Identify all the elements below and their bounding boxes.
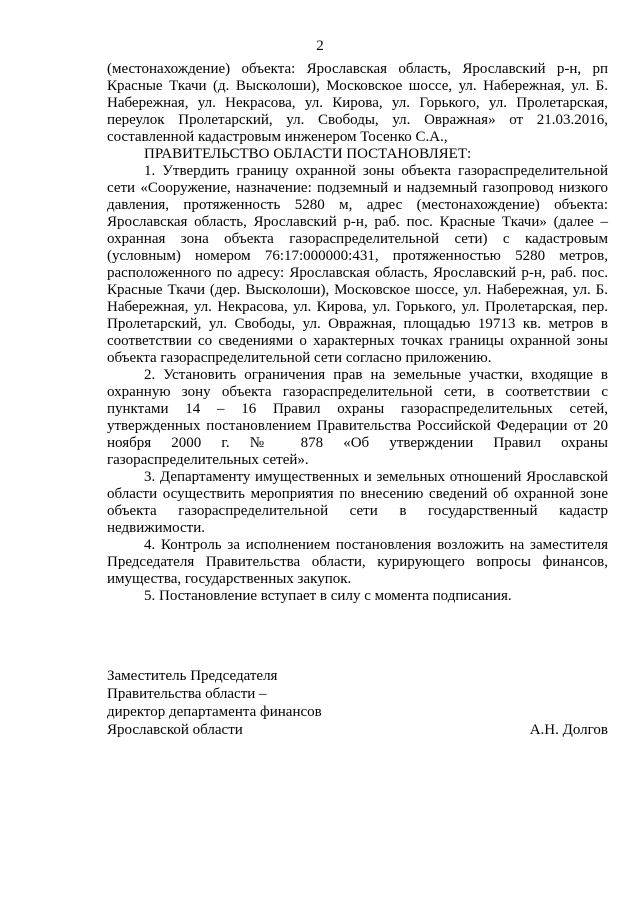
signatory-name: А.Н. Долгов	[529, 722, 608, 738]
item-1-boundary-approval: 1. Утвердить границу охранной зоны объекта газораспределительной сети «Сооружение, назначение: подземный и надземный газопровод низкого давления, протяженность 5280 м, адрес (местонахождение) объекта: Ярославская область, Ярославский р-н, раб. пос. Красные Ткачи» (далее – охранная зона объекта газораспределительной сети) с кадастровым (условным) номером 76:17:000000:431, протяженностью 5280 метров, расположенного по адресу: Ярославская область, Ярославский р-н, раб. пос. Красные Ткачи (дер. Высколоши), Московское шоссе, ул. Набережная, ул. Б. Набережная, ул. Некрасова, ул. Кирова, ул. Горького, ул. Пролетарская, пер. Пролетарский, ул. Свободы, ул. Овражная, площадью 19713 кв. метров в соответствии со сведениями о характерных точках границы охранной зоны объекта газораспределительной сети согласно приложению.	[107, 163, 608, 366]
page-number: 2	[316, 38, 324, 54]
signatory-title-line-2: Правительства области –	[107, 686, 267, 702]
item-4-execution-control: 4. Контроль за исполнением постановления возложить на заместителя Председателя Правительства области, курирующего вопросы финансов, имущества, государственных закупок.	[107, 537, 608, 587]
signatory-title-line-4: Ярославской области	[107, 722, 243, 738]
signature-block	[107, 667, 608, 739]
signatory-title-line-1: Заместитель Председателя	[107, 668, 278, 684]
item-2-land-restrictions: 2. Установить ограничения прав на земельные участки, входящие в охранную зону объекта газораспределительной сети, в соответствии с пунктами 14 – 16 Правил охраны газораспределительных сетей, утвержденных постановлением Правительства Российской Федерации от 20 ноября 2000 г. № 878 «Об утверждении Правил охраны газораспределительных сетей».	[107, 367, 608, 468]
intro-paragraph: (местонахождение) объекта: Ярославская область, Ярославский р-н, рп Красные Ткачи (д. Высколоши), Московское шоссе, ул. Набережная, ул. Б. Набережная, ул. Некрасова, ул. Кирова, ул. Горького, ул. Пролетарская, переулок Пролетарский, ул. Свободы, ул. Овражная» от 21.03.2016, составленной кадастровым инженером Тосенко С.А.,	[107, 61, 608, 145]
signatory-title-line-3: директор департамента финансов	[107, 704, 322, 720]
item-3-cadastre-registration: 3. Департаменту имущественных и земельных отношений Ярославской области осуществить мероприятия по внесению сведений об охранной зоне объекта газораспределительной сети в государственный кадастр недвижимости.	[107, 469, 608, 536]
resolution-heading: ПРАВИТЕЛЬСТВО ОБЛАСТИ ПОСТАНОВЛЯЕТ:	[144, 146, 472, 162]
document-body	[107, 61, 608, 605]
item-5-entry-into-force: 5. Постановление вступает в силу с момента подписания.	[144, 588, 512, 604]
signatory-last-row	[107, 721, 608, 739]
